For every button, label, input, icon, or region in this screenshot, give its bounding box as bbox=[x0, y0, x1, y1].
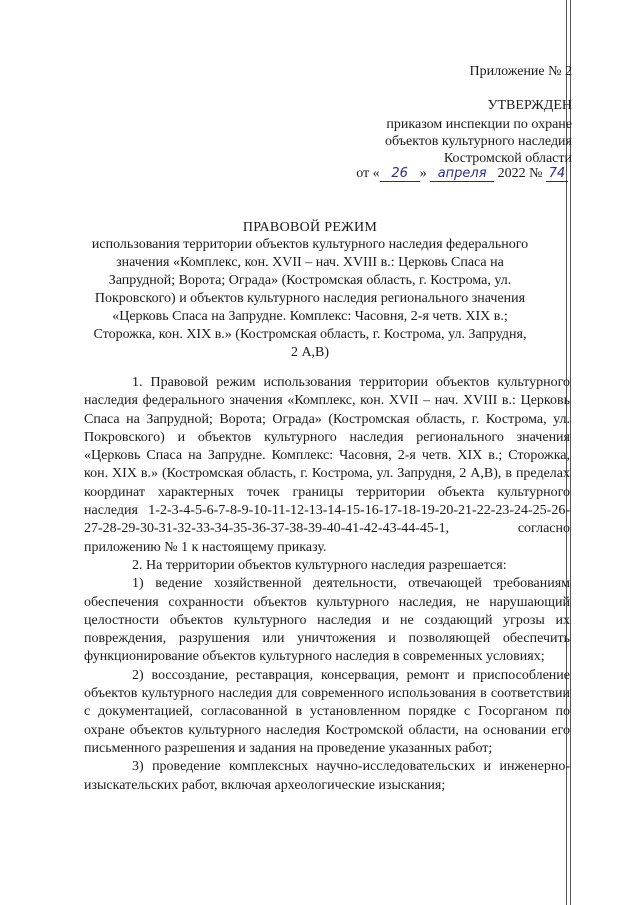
document-subtitle: использования территории объектов культурного наследия федерального значения «Комплекс, кон. XVII – нач. XVIII в.: Церковь Спаса на Запрудной; Ворота; Ограда» (Костромская область, г. Кострома, ул. Покровского) и объектов культурного наследия регионального значения «Церковь Спаса на Запрудне. Комплекс: Часовня, 2-я четв. XIX в.; Сторожка, кон. XIX в.» (Костромская область, г. Кострома, ул. Запрудня, 2 А,В) bbox=[91, 237, 529, 360]
appendix-label: Приложение № 2 bbox=[469, 64, 572, 79]
document-title: ПРАВОВОЙ РЕЖИМ bbox=[242, 220, 378, 235]
order-year: 2022 № bbox=[497, 166, 543, 181]
paragraph: 2) воссоздание, реставрация, консервация, ремонт и приспособление объектов культурного наследия для современного использования в соответствии с документацией, согласованной в установленном порядке с Госорганом по охране объектов культурного наследия Костромской области, на основании его письменного разрешения и задания на проведение указанных работ; bbox=[84, 667, 570, 756]
paragraph: 1) ведение хозяйственной деятельности, отвечающей требованиям обеспечения сохранности объектов культурного наследия, не нарушающий целостности объектов культурного наследия и не создающий угрозы их повреждения, разрушения или уничтожения и позволяющей обеспечить функционирование объектов культурного наследия в современных условиях; bbox=[84, 576, 570, 665]
order-number-handwritten: 74 bbox=[546, 167, 568, 182]
approval-line: приказом инспекции по охране bbox=[386, 117, 572, 132]
paragraph: 2. На территории объектов культурного наследия разрешается: bbox=[132, 557, 507, 573]
paragraph: 3) проведение комплексных научно-исследовательских и инженерно-изыскательских работ, включая археологические изыскания; bbox=[84, 759, 570, 793]
order-day-handwritten: 26 bbox=[380, 167, 420, 182]
document-body bbox=[84, 374, 570, 795]
order-mid: » bbox=[419, 166, 427, 181]
paragraph: 1. Правовой режим использования территории объектов культурного наследия федерального значения «Комплекс, кон. XVII – нач. XVIII в.: Церковь Спаса на Запрудной; Ворота; Ограда» (Костромская область, г. Кострома, ул. Покровского) и объектов культурного наследия регионального значения «Церковь Спаса на Запрудне. Комплекс: Часовня, 2-я четв. XIX в.; Сторожка, кон. XIX в.» (Костромская область, г. Кострома, ул. Запрудня, 2 А,В), в пределах координат характерных точек границы территории объекта культурного наследия 1-2-3-4-5-6-7-8-9-10-11-12-13-14-15-16-17-18-19-20-21-22-23-24-25-26-27-28-29-30-31-32-33-34-35-36-37-38-39-40-41-42-43-44-45-1, согласно приложению № 1 к настоящему приказу. bbox=[84, 375, 570, 555]
approval-heading: УТВЕРЖДЕН bbox=[487, 98, 572, 113]
order-prefix: от « bbox=[356, 166, 380, 181]
order-date-line bbox=[356, 164, 568, 183]
approval-line: объектов культурного наследия bbox=[384, 134, 572, 149]
order-month-handwritten: апреля bbox=[430, 167, 494, 182]
approval-line: Костромской области bbox=[443, 151, 572, 166]
